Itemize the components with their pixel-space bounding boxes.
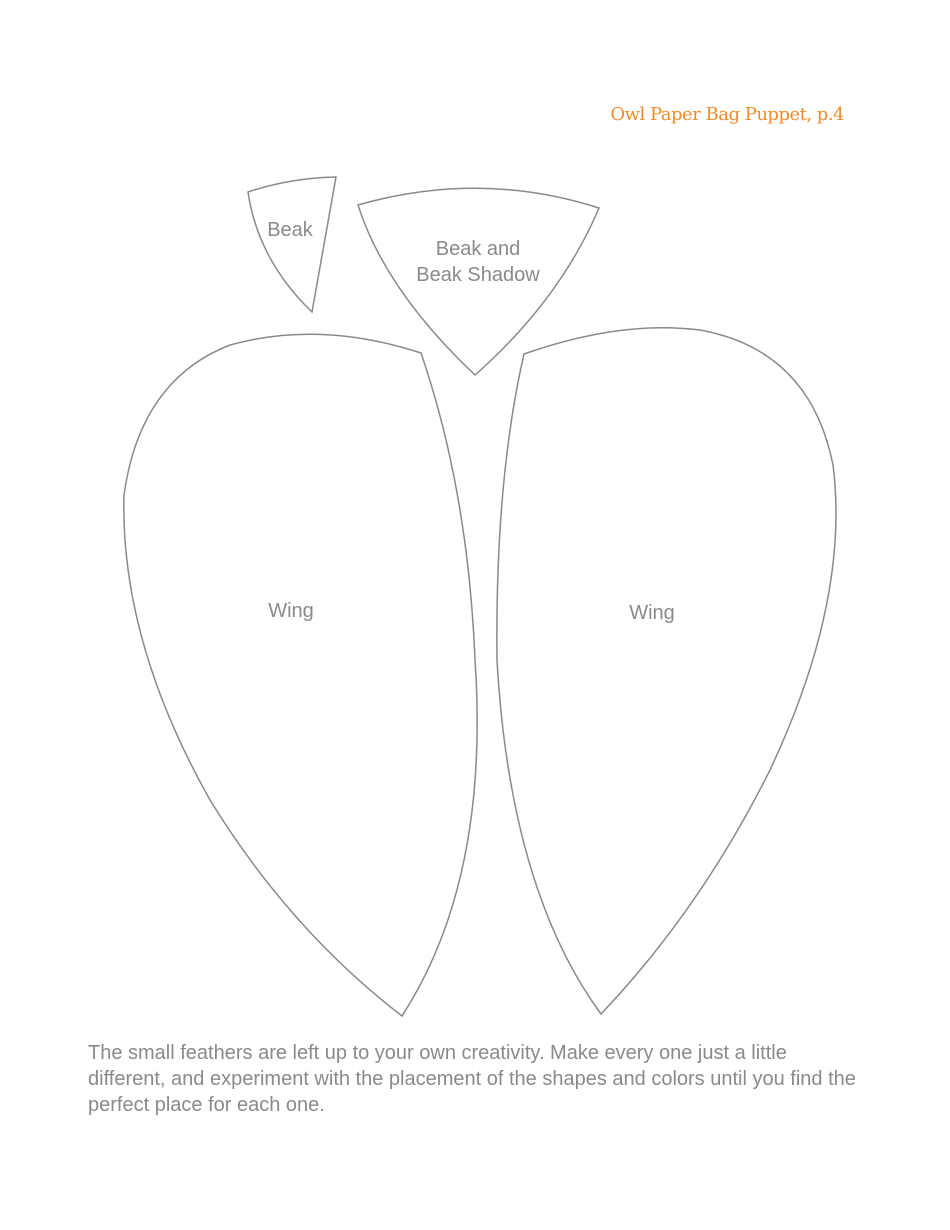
instructions-text: The small feathers are left up to your own creativity. Make every one just a little different, and experiment with the placement of the shapes and colors until you find the perfect place for each one. bbox=[88, 1042, 856, 1116]
beak-shadow-label bbox=[398, 236, 558, 288]
beak-label: Beak bbox=[267, 219, 313, 241]
right-wing-label: Wing bbox=[629, 602, 675, 624]
left-wing-label: Wing bbox=[268, 600, 314, 622]
page-title: Owl Paper Bag Puppet, p.4 bbox=[610, 104, 844, 125]
beak-shape bbox=[248, 177, 336, 312]
right-wing-shape bbox=[497, 328, 836, 1014]
beak-shadow-label-line1: Beak and bbox=[435, 238, 521, 260]
beak-shadow-label-line2: Beak Shadow bbox=[416, 264, 540, 286]
left-wing-shape bbox=[124, 334, 477, 1016]
